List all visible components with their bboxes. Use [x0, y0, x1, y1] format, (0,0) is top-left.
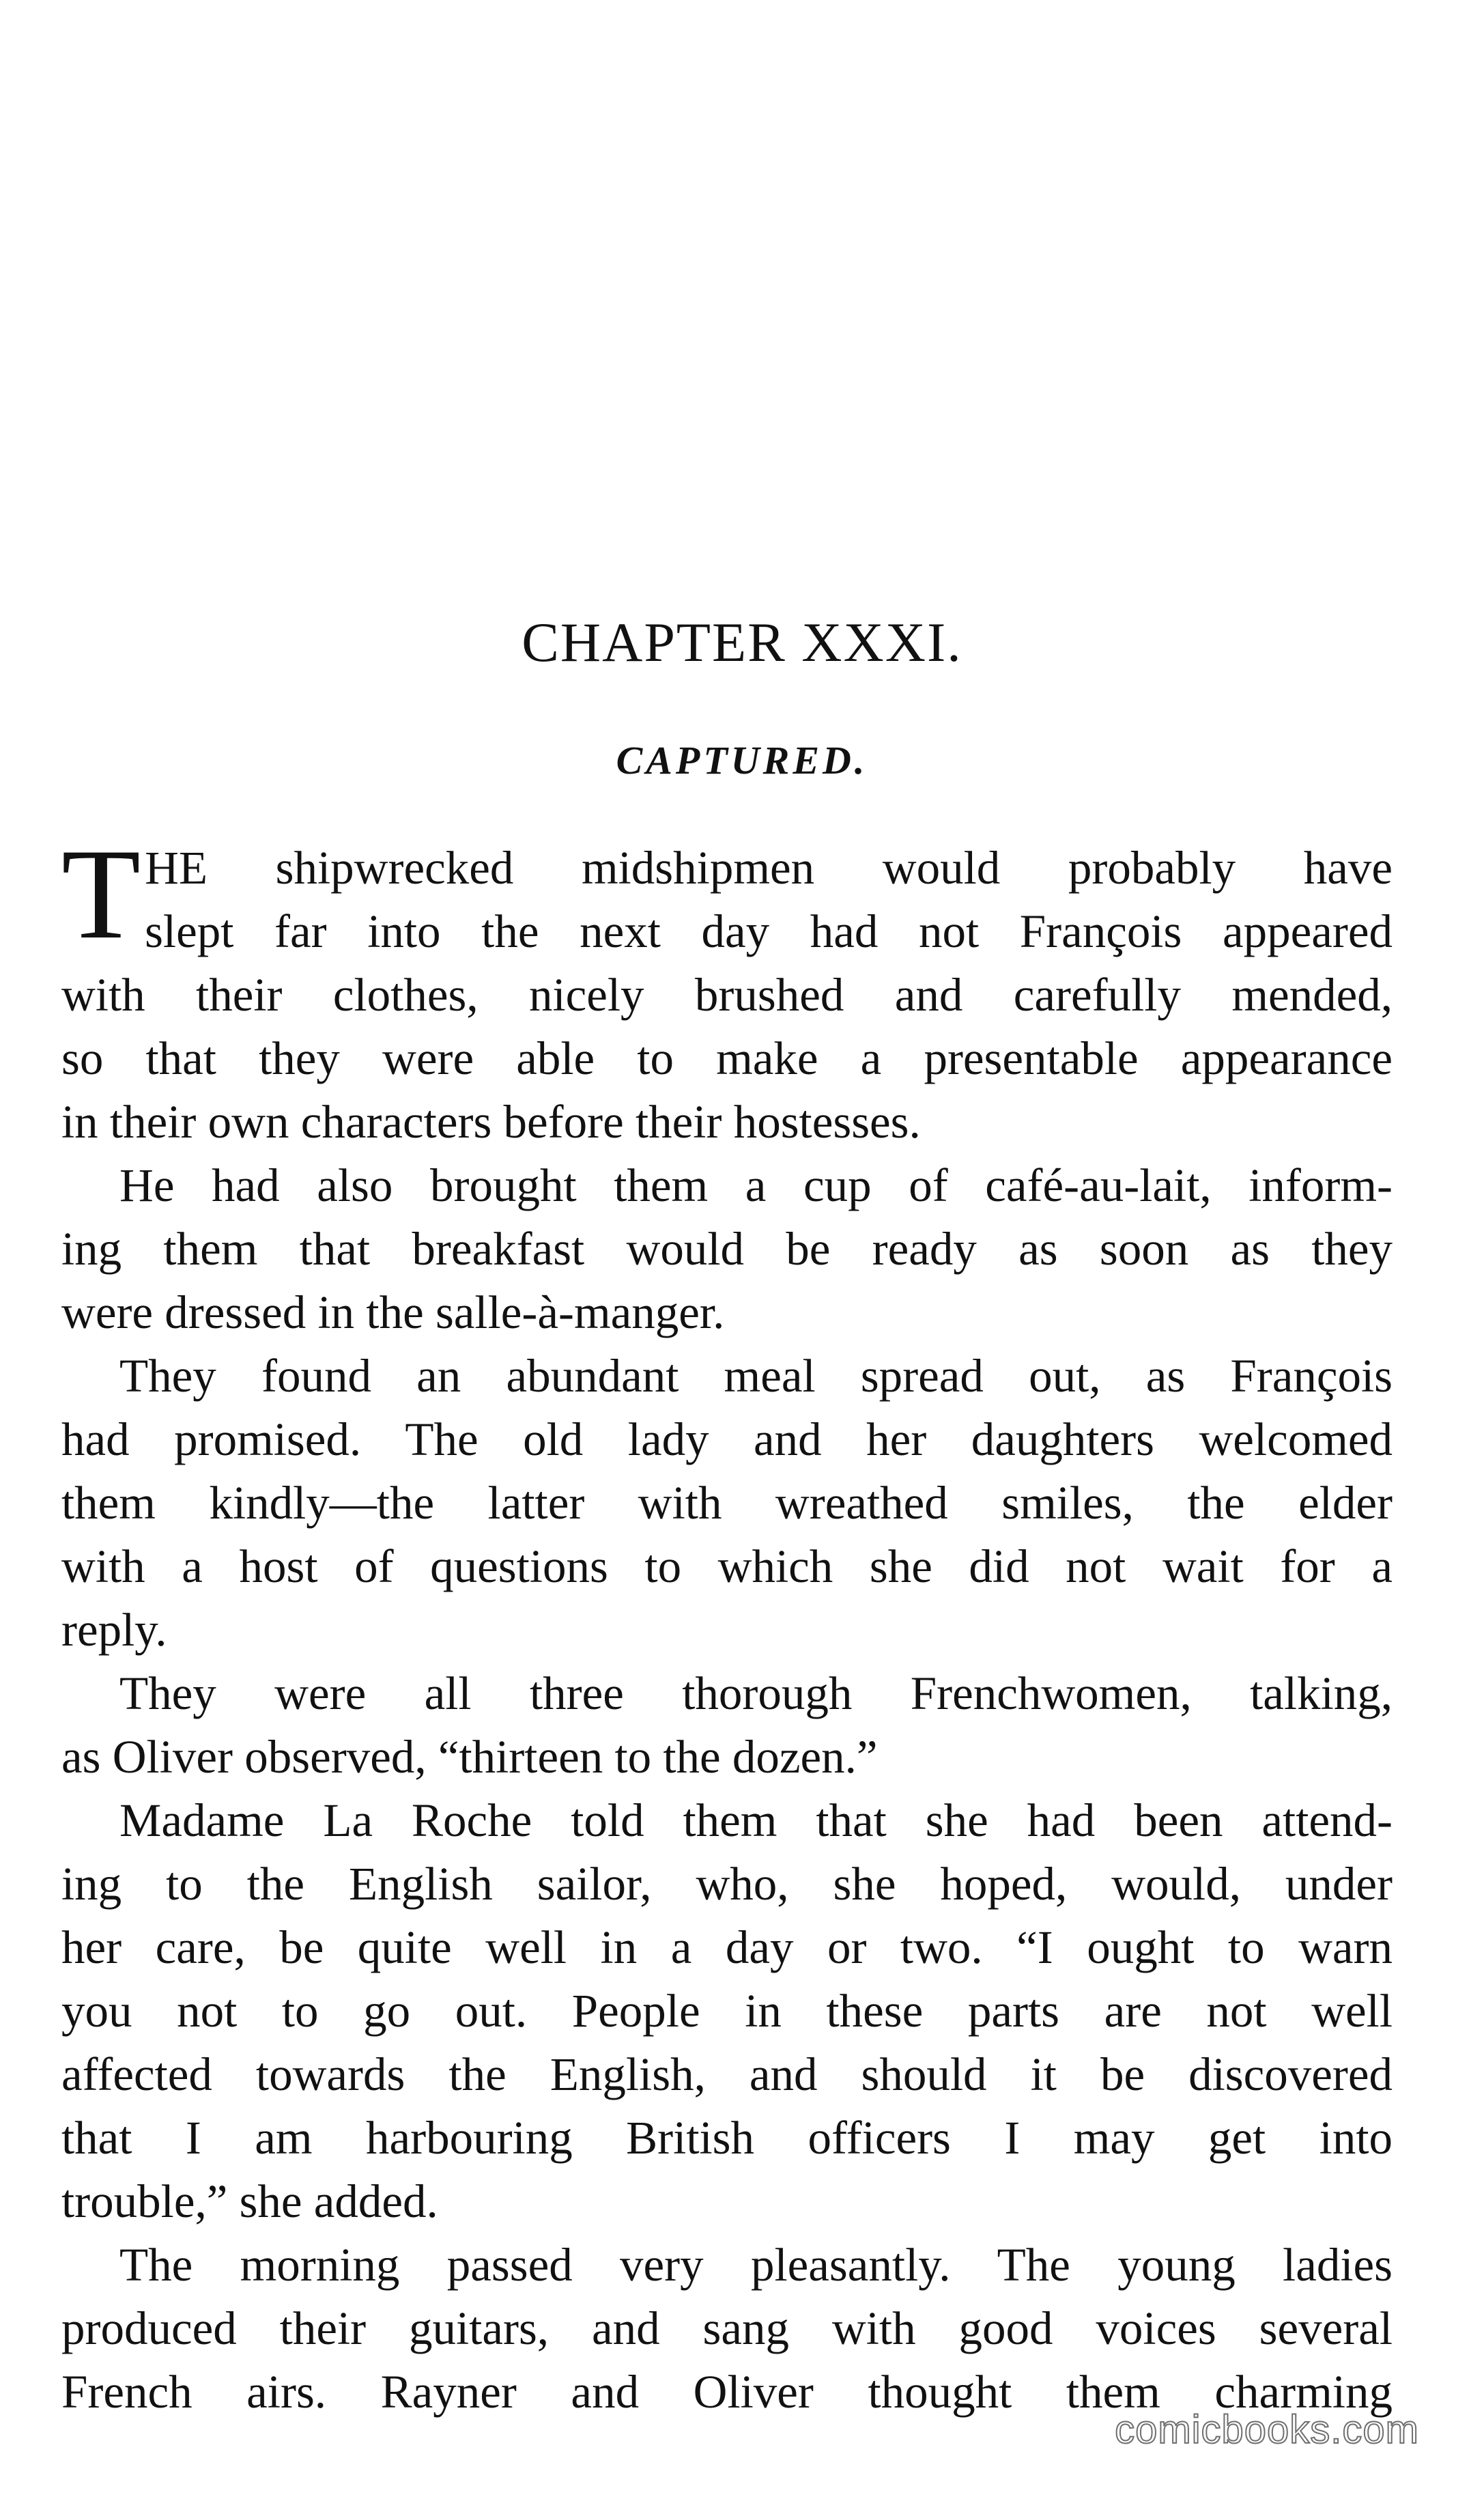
text-line: that I am harbouring British officers I may get into	[61, 2112, 1393, 2164]
paragraph-2	[61, 1154, 1393, 1344]
paragraph-6	[61, 2233, 1393, 2424]
text-line: produced their guitars, and sang with good voices several	[61, 2302, 1393, 2354]
text-line: The morning passed very pleasantly. The young ladies	[119, 2239, 1393, 2291]
watermark: comicbooks.com	[1115, 2408, 1419, 2452]
text-line: with a host of questions to which she did not wait for a	[61, 1540, 1393, 1592]
drop-cap: T	[61, 823, 141, 966]
text-line: trouble,” she added.	[61, 2175, 438, 2227]
text-line: them kindly—the latter with wreathed smiles, the elder	[61, 1477, 1393, 1529]
text-line: ing to the English sailor, who, she hoped, would, under	[61, 1858, 1393, 1910]
text-line: you not to go out. People in these parts are not well	[61, 1985, 1393, 2037]
text-line: her care, be quite well in a day or two. “I ought to warn	[61, 1921, 1393, 1973]
text-line: They were all three thorough Frenchwomen, talking,	[119, 1667, 1393, 1719]
chapter-subtitle: CAPTURED.	[616, 738, 868, 782]
paragraph-1	[61, 823, 1393, 1154]
paragraph-3	[61, 1344, 1393, 1662]
text-line: They found an abundant meal spread out, as François	[119, 1350, 1393, 1402]
text-line: had promised. The old lady and her daughters welcomed	[61, 1413, 1393, 1465]
text-line: so that they were able to make a presentable appearance	[61, 1032, 1393, 1084]
paragraph-5	[61, 1789, 1393, 2233]
text-line: Madame La Roche told them that she had been attend-	[119, 1794, 1393, 1846]
text-line: as Oliver observed, “thirteen to the dozen.”	[61, 1731, 878, 1783]
text-line: affected towards the English, and should it be discovered	[61, 2048, 1393, 2100]
text-line: He had also brought them a cup of café-au-lait, inform-	[119, 1159, 1393, 1211]
chapter-heading: CHAPTER XXXI.	[522, 611, 962, 673]
text-line: were dressed in the salle-à-manger.	[61, 1286, 725, 1338]
text-line: in their own characters before their hostesses.	[61, 1096, 921, 1148]
text-line: HE shipwrecked midshipmen would probably have	[145, 842, 1393, 894]
body-text	[61, 823, 1393, 2424]
text-line: French airs. Rayner and Oliver thought them charming	[61, 2366, 1393, 2418]
text-line: reply.	[61, 1604, 167, 1656]
text-line: with their clothes, nicely brushed and carefully mended,	[61, 969, 1393, 1021]
text-line: slept far into the next day had not François appeared	[145, 905, 1393, 957]
paragraph-4	[61, 1662, 1393, 1789]
text-line: ing them that breakfast would be ready as soon as they	[61, 1223, 1393, 1275]
